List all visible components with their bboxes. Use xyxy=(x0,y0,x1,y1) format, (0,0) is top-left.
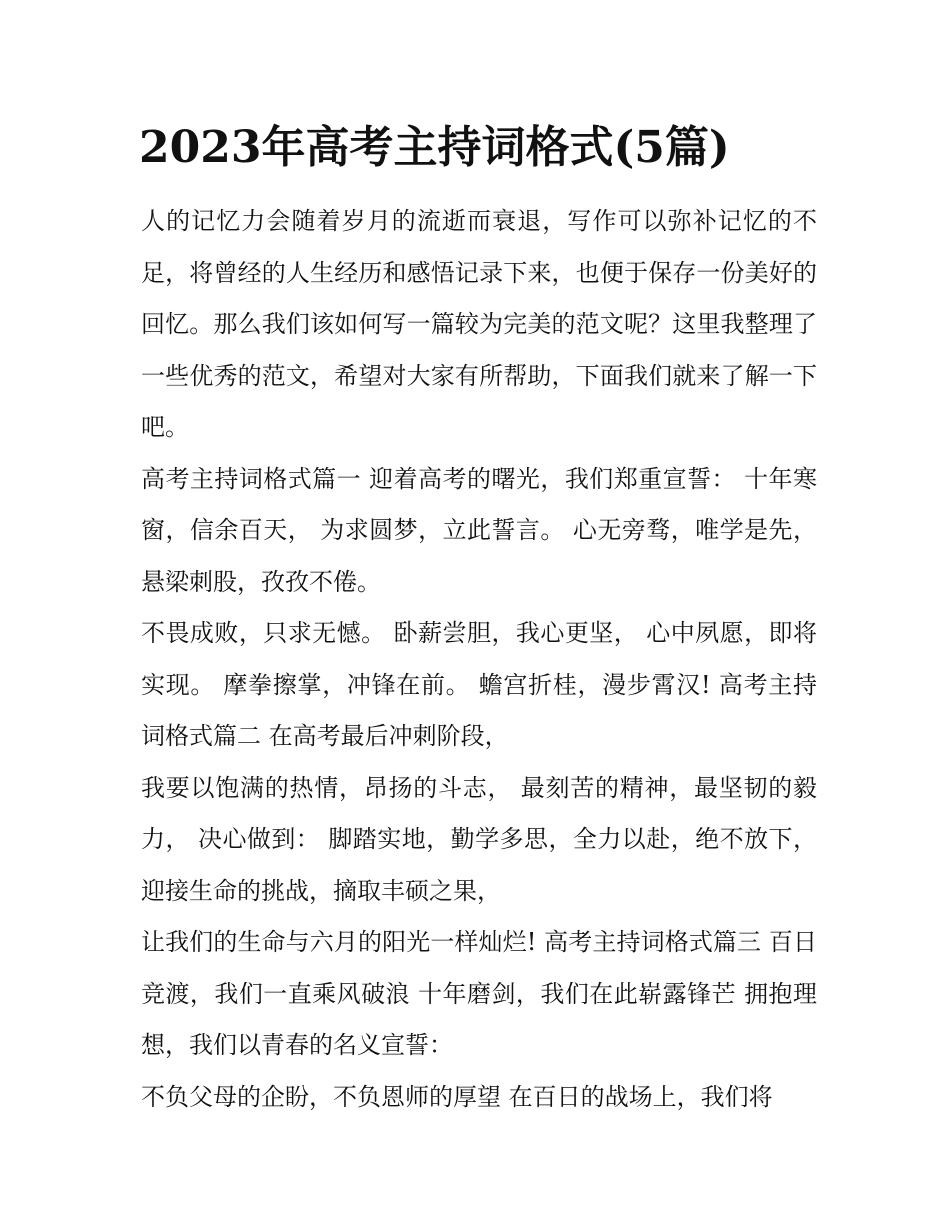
document-body xyxy=(141,196,817,1123)
paragraph-intro: 人的记忆力会随着岁月的流逝而衰退，写作可以弥补记忆的不足，将曾经的人生经历和感悟记录下来，也便于保存一份美好的回忆。那么我们该如何写一篇较为完美的范文呢？这里我整理了一些优秀的范文，希望对大家有所帮助，下面我们就来了解一下吧。 xyxy=(141,207,817,441)
paragraph-section-two: 我要以饱满的热情，昂扬的斗志， 最刻苦的精神，最坚韧的毅力， 决心做到： 脚踏实地，勤学多思，全力以赴，绝不放下， 迎接生命的挑战，摘取丰硕之果， xyxy=(141,773,817,905)
paragraph-section-one: 高考主持词格式篇一 迎着高考的曙光，我们郑重宣誓： 十年寒窗，信余百天， 为求圆梦，立此誓言。 心无旁骛，唯学是先， 悬梁刺股，孜孜不倦。 xyxy=(141,464,817,596)
paragraph-section-three: 让我们的生命与六月的阳光一样灿烂! 高考主持词格式篇三 百日竞渡，我们一直乘风破浪 十年磨剑，我们在此崭露锋芒 拥抱理想，我们以青春的名义宣誓： xyxy=(141,928,817,1059)
document-title: 2023年高考主持词格式(5篇) xyxy=(139,122,730,173)
paragraph-section-one-cont: 不畏成败，只求无憾。 卧薪尝胆，我心更坚， 心中夙愿，即将实现。 摩拳擦掌，冲锋在前。 蟾宫折桂，漫步霄汉! 高考主持词格式篇二 在高考最后冲刺阶段， xyxy=(141,619,817,750)
paragraph-section-three-cont: 不负父母的企盼，不负恩师的厚望 在百日的战场上，我们将 xyxy=(141,1082,773,1111)
